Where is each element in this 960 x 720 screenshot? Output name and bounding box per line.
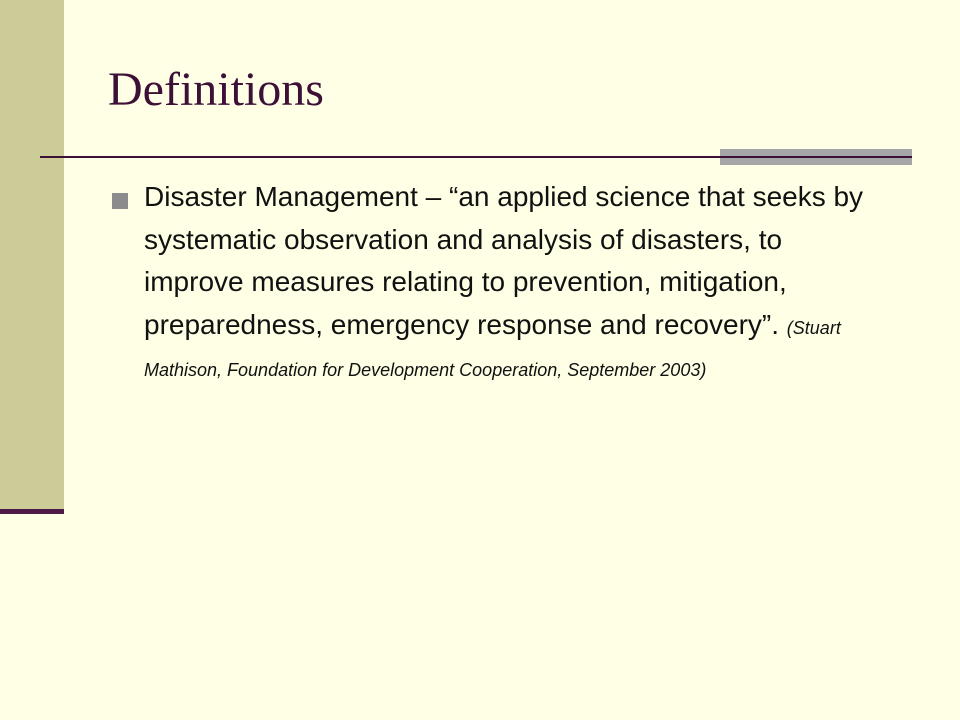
bullet-list — [108, 176, 878, 389]
bullet-text: Disaster Management – “an applied science that seeks by systematic observation and analysis of disasters, to improve measures relating to prevention, mitigation, preparedness, emergency response and recovery”. — [144, 181, 864, 340]
bullet-item — [108, 176, 878, 389]
square-bullet-icon — [112, 193, 128, 209]
side-decor-bar — [0, 0, 64, 510]
title-rule-accent-line — [720, 156, 912, 158]
side-decor-bar-base — [0, 509, 64, 514]
bullet-citation: (Stuart Mathison, Foundation for Development Cooperation, September 2003) — [144, 317, 841, 380]
slide-title: Definitions — [108, 63, 324, 116]
